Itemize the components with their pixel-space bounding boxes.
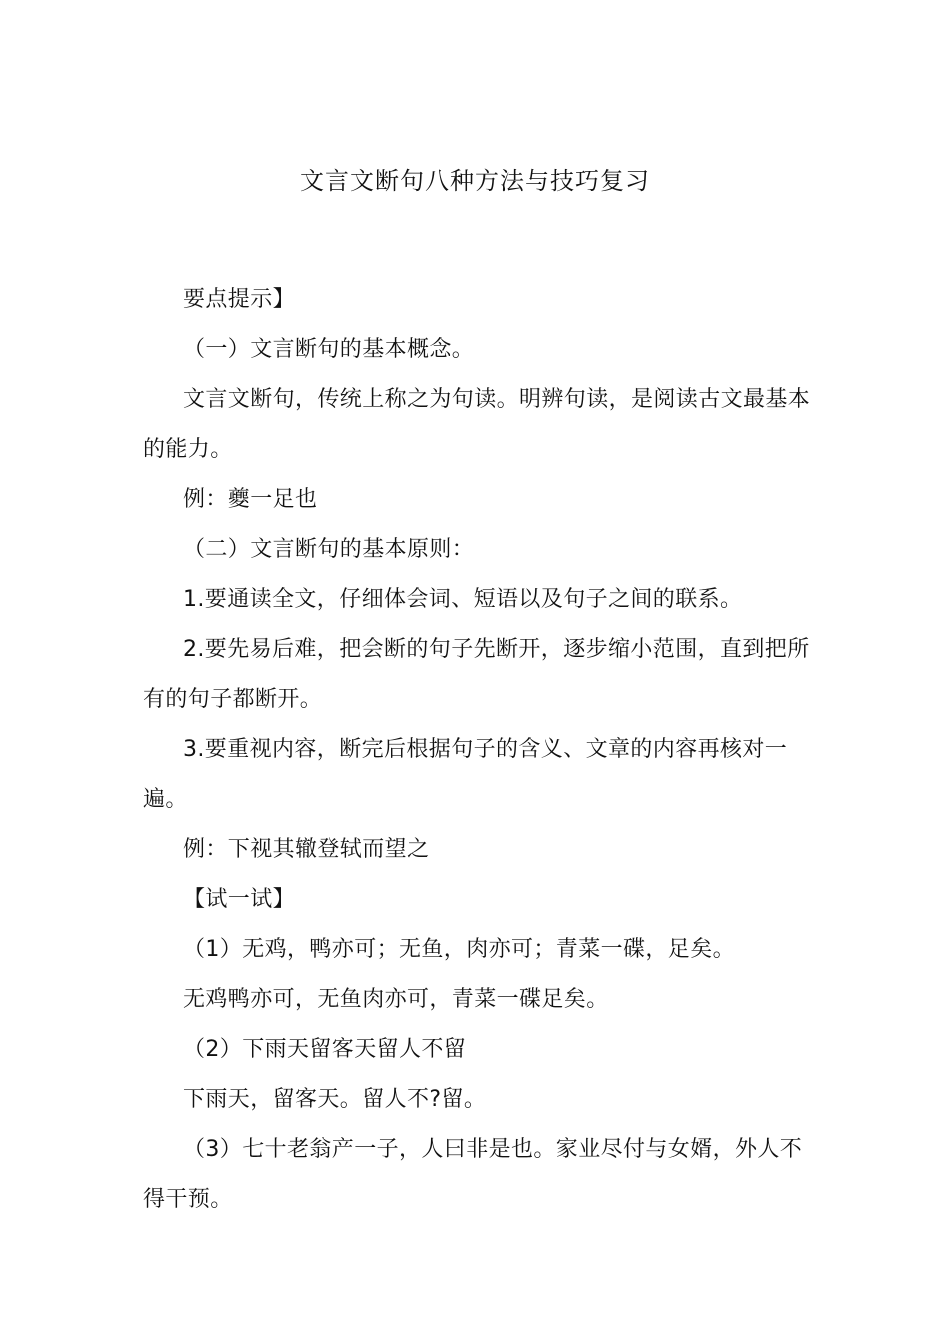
section-heading-basic-principles: （二）文言断句的基本原则： [183, 537, 475, 562]
exercise-answer-1: 无鸡鸭亦可，无鱼肉亦可，青菜一碟足矣。 [183, 987, 609, 1012]
example-line: 例：下视其辙登轼而望之 [183, 837, 430, 862]
paragraph-definition: 文言文断句，传统上称之为句读。明辨句读，是阅读古文最基本的能力。 [143, 387, 811, 462]
section-heading-basic-concept: （一）文言断句的基本概念。 [183, 337, 475, 362]
exercise-item-1: （1）无鸡，鸭亦可；无鱼，肉亦可；青菜一碟，足矣。 [183, 937, 735, 962]
section-heading-key-points: 要点提示】 [183, 287, 296, 312]
principle-item-1: 1.要通读全文，仔细体会词、短语以及句子之间的联系。 [183, 587, 743, 612]
exercise-answer-2: 下雨天，留客天。留人不?留。 [183, 1087, 487, 1112]
example-line: 例：夔一足也 [183, 487, 318, 512]
exercise-item-2: （2）下雨天留客天留人不留 [183, 1037, 467, 1062]
section-heading-try-it: 【试一试】 [183, 887, 296, 912]
document-body [143, 275, 813, 1225]
principle-item-3: 3.要重视内容，断完后根据句子的含义、文章的内容再核对一遍。 [143, 737, 788, 812]
document-title: 文言文断句八种方法与技巧复习 [300, 167, 650, 195]
exercise-item-3: （3）七十老翁产一子，人曰非是也。家业尽付与女婿，外人不得干预。 [143, 1137, 803, 1212]
principle-item-2: 2.要先易后难，把会断的句子先断开，逐步缩小范围，直到把所有的句子都断开。 [143, 637, 810, 712]
